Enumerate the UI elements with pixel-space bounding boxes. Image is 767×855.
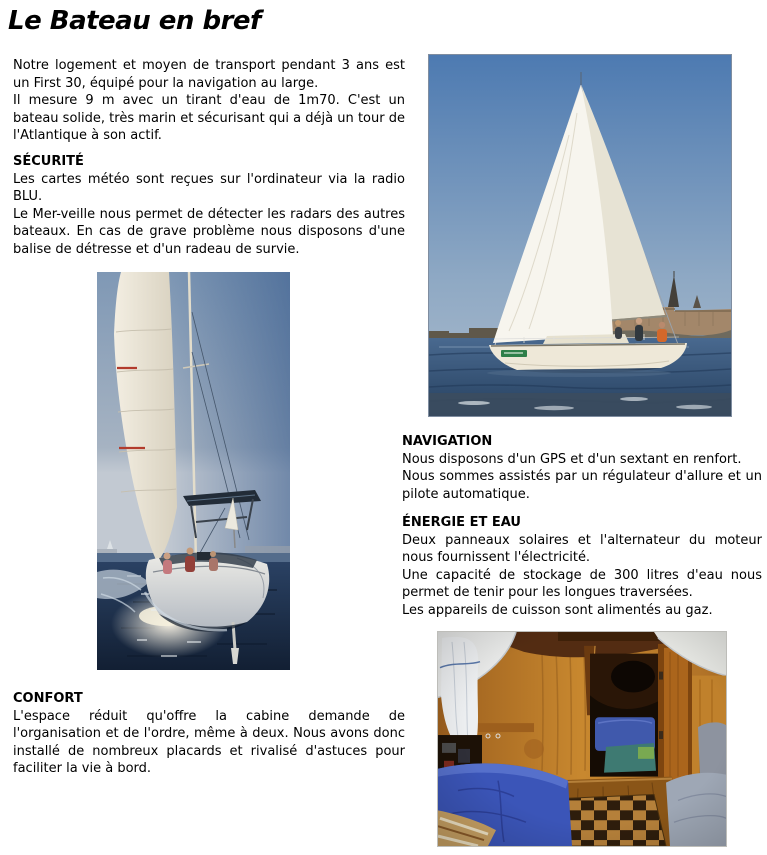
- intro-line: Notre logement et moyen de transport pendant 3 ans est un First 30, équipé pour la navigation au large.: [13, 58, 405, 91]
- section-heading-confort: CONFORT: [13, 691, 83, 706]
- cabin-interior-illustration: [438, 632, 726, 846]
- section-energie: [402, 514, 762, 619]
- intro-line: Il mesure 9 m avec un tirant d'eau de 1m70. C'est un bateau solide, très marin et sécurisant qui a déjà un tour de l'Atlantique à son actif.: [13, 93, 405, 143]
- paragraph: Une capacité de stockage de 300 litres d'eau nous permet de tenir pour les longues traversées.: [402, 567, 762, 600]
- paragraph: Nous sommes assistés par un régulateur d'allure et un pilote automatique.: [402, 469, 762, 502]
- photo-cabin-interior: [437, 631, 727, 847]
- paragraph: Les appareils de cuisson sont alimentés au gaz.: [402, 602, 713, 618]
- sailboat-town-illustration: [429, 55, 731, 416]
- section-securite: [13, 153, 405, 258]
- paragraph: Le Mer-veille nous permet de détecter les radars des autres bateaux. En cas de grave problème nous disposons d'une balise de détresse et d'un radeau de survie.: [13, 206, 405, 257]
- paragraph: Nous disposons d'un GPS et d'un sextant en renfort.: [402, 451, 742, 467]
- page-title: Le Bateau en bref: [8, 6, 261, 36]
- section-heading-energie: ÉNERGIE ET EAU: [402, 515, 521, 530]
- paragraph: Les cartes météo sont reçues sur l'ordinateur via la radio BLU.: [13, 171, 405, 204]
- section-heading-navigation: NAVIGATION: [402, 434, 493, 449]
- section-navigation: [402, 433, 762, 503]
- photo-sailboat-stern: [97, 272, 290, 670]
- section-heading-securite: SÉCURITÉ: [13, 154, 84, 169]
- paragraph: Deux panneaux solaires et l'alternateur du moteur nous fournissent l'électricité.: [402, 532, 762, 565]
- intro-paragraph: [13, 57, 405, 145]
- sailboat-stern-illustration: [97, 272, 290, 670]
- photo-sailboat-town: [428, 54, 732, 417]
- paragraph: L'espace réduit qu'offre la cabine demande de l'organisation et de l'ordre, même à deux. Nous avons donc installé de nombreux placards et rivalisé d'astuces pour faciliter la vie à bord.: [13, 708, 405, 776]
- section-confort: [13, 690, 405, 778]
